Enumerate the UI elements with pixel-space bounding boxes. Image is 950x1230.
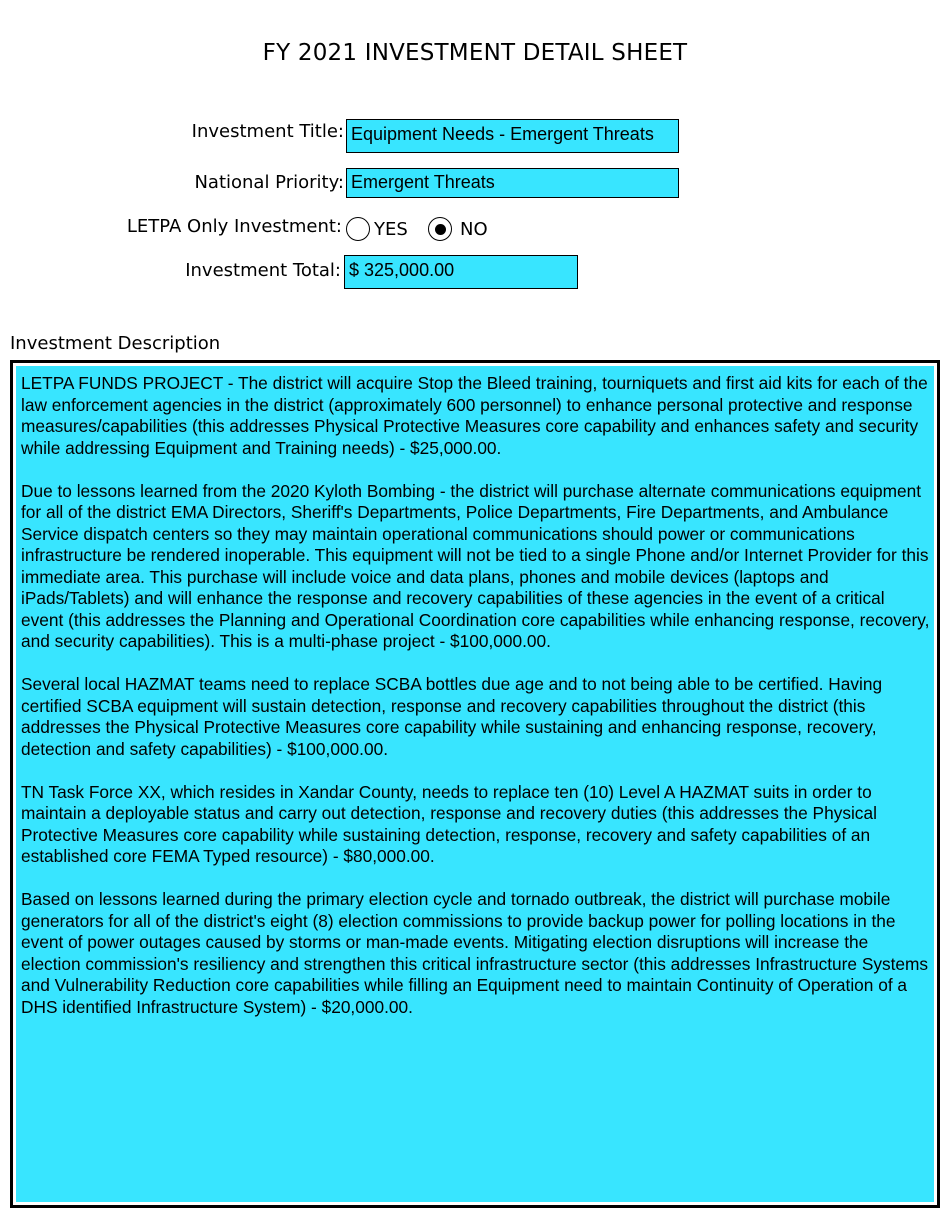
description-paragraph: Due to lessons learned from the 2020 Kyloth Bombing - the district will purchase alternate communications equipment for all of the district EMA Directors, Sheriff's Departments, Police Departments, Fire Departments, and Ambulance Service dispatch centers so they may maintain operational communications should power or communications infrastructure be rendered inoperable. This equipment will not be tied to a single Phone and/or Internet Provider for this immediate area. This purchase will include voice and data plans, phones and mobile devices (laptops and iPads/Tablets) and will enhance the response and recovery capabilities of these agencies in the event of a critical event (this addresses the Planning and Operational Coordination core capabilities while enhancing response, recovery, and security capabilities). This is a multi-phase project - $100,000.00. [21,480,930,651]
letpa-yes-radio[interactable] [346,217,370,241]
investment-title-label: Investment Title: [191,121,344,142]
description-paragraph: Several local HAZMAT teams need to replace SCBA bottles due age and to not being able to be certified. Having certified SCBA equipment will sustain detection, response and recovery capabilities throughout the district (this addresses the Physical Protective Measures core capability while sustaining and enhancing response, recovery, detection and safety capabilities) - $100,000.00. [21,674,883,759]
letpa-no-radio[interactable] [428,217,452,241]
letpa-no-label: NO [460,218,488,240]
letpa-no-option[interactable] [428,217,488,241]
page-title: FY 2021 INVESTMENT DETAIL SHEET [262,40,688,66]
investment-total-label: Investment Total: [185,260,341,281]
investment-description-label: Investment Description [10,333,221,354]
investment-total-field[interactable]: $ 325,000.00 [344,255,578,289]
description-paragraph: Based on lessons learned during the primary election cycle and tornado outbreak, the district will purchase mobile generators for all of the district's eight (8) election commissions to provide backup power for polling locations in the event of power outages caused by storms or man-made events. Mitigating election disruptions will increase the election commission's resiliency and strengthen this critical infrastructure sector (this addresses Infrastructure Systems and Vulnerability Reduction core capabilities while filling an Equipment need to maintain Continuity of Operation of a DHS identified Infrastructure System) - $20,000.00. [21,889,929,1017]
letpa-yes-label: YES [374,218,408,240]
letpa-only-label: LETPA Only Investment: [126,216,342,237]
radio-selected-dot [435,224,446,235]
national-priority-field[interactable]: Emergent Threats [346,168,679,198]
national-priority-label: National Priority: [194,172,344,193]
investment-title-field[interactable]: Equipment Needs - Emergent Threats [346,119,679,153]
letpa-yes-option[interactable] [346,217,408,241]
description-paragraph: LETPA FUNDS PROJECT - The district will acquire Stop the Bleed training, tourniquets and first aid kits for each of the law enforcement agencies in the district (approximately 600 personnel) to enhance personal protective and response measures/capabilities (this addresses Physical Protective Measures core capability and enhances safety and security while addressing Equipment and Training needs) - $25,000.00. [21,373,928,458]
investment-description-textarea[interactable] [16,366,934,1202]
investment-description-box [10,360,940,1208]
description-paragraph: TN Task Force XX, which resides in Xandar County, needs to replace ten (10) Level A HAZMAT suits in order to maintain a deployable status and carry out detection, response and recovery duties (this addresses the Physical Protective Measures core capability while sustaining detection, response, recovery and safety capabilities of an established core FEMA Typed resource) - $80,000.00. [21,781,877,866]
